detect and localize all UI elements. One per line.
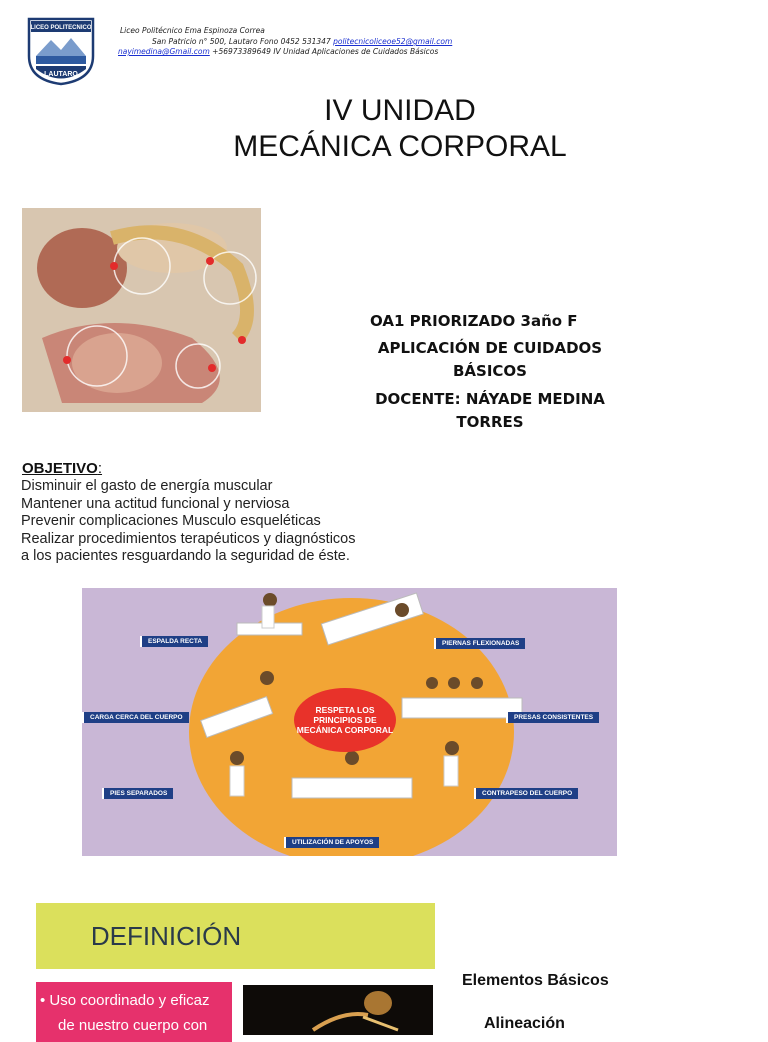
page-title-line2: MECÁNICA CORPORAL	[233, 130, 567, 163]
teacher-name: DOCENTE: NÁYADE MEDINA TORRES	[375, 390, 605, 431]
label-carga-cerca: CARGA CERCA DEL CUERPO	[82, 712, 189, 723]
objective-label: OBJETIVO	[22, 460, 98, 477]
course-subject: APLICACIÓN DE CUIDADOS BÁSICOS	[377, 339, 603, 380]
infographic-center-text: RESPETA LOS PRINCIPIOS DE MECÁNICA CORPORAL	[294, 688, 396, 752]
label-utilizacion-apoyos: UTILIZACIÓN DE APOYOS	[284, 837, 379, 848]
objective-colon: :	[97, 460, 103, 477]
objective-list	[21, 478, 366, 566]
label-contrapeso: CONTRAPESO DEL CUERPO	[474, 788, 578, 799]
label-presas-consistentes: PRESAS CONSISTENTES	[506, 712, 599, 723]
objective-item: Prevenir complicaciones Musculo esqueléticas	[21, 513, 321, 529]
label-espalda-recta: ESPALDA RECTA	[140, 636, 208, 647]
anatomy-posture-image	[22, 208, 261, 412]
logo-top-text: LICEO POLITECNICO	[30, 25, 92, 31]
school-name: Liceo Politécnico Ema Espinoza Correa	[120, 26, 265, 35]
teacher-contact-line	[118, 47, 438, 56]
teacher-email-link[interactable]: nayimedina@Gmail.com	[118, 47, 210, 56]
page-title-line1: IV UNIDAD	[324, 94, 476, 127]
school-address: San Patricio n° 500, Lautaro Fono 0452 531347	[152, 37, 331, 46]
label-piernas-flexionadas: PIERNAS FLEXIONADAS	[434, 638, 525, 649]
skeleton-image	[243, 985, 433, 1035]
school-address-line	[152, 37, 452, 46]
course-code: OA1 PRIORIZADO 3año F	[370, 312, 578, 330]
basic-elements-heading: Elementos Básicos	[462, 972, 609, 989]
definition-bullet-line2: de nuestro cuerpo con	[58, 1017, 208, 1034]
label-pies-separados: PIES SEPARADOS	[102, 788, 173, 799]
objective-item: Disminuir el gasto de energía muscular	[21, 478, 273, 494]
objective-heading	[22, 460, 102, 477]
definition-title: DEFINICIÓN	[90, 920, 242, 951]
basic-elements-item: Alineación	[484, 1015, 565, 1032]
teacher-contact-rest: +56973389649 IV Unidad Aplicaciones de Cuidados Básicos	[212, 47, 439, 56]
school-email-link[interactable]: politecnicoliceoe52@gmail.com	[333, 37, 453, 46]
definition-text-box	[36, 982, 232, 1042]
objective-item: Mantener una actitud funcional y nerviosa	[21, 495, 290, 512]
school-logo	[26, 16, 96, 86]
logo-bottom-text: LAUTARO	[44, 71, 78, 78]
definition-bullet-line1: • Uso coordinado y eficaz	[40, 992, 210, 1009]
body-mechanics-infographic	[82, 588, 617, 856]
objective-item: Realizar procedimientos terapéuticos y diagnósticos a los pacientes resguardando la seguridad de éste.	[21, 530, 356, 564]
